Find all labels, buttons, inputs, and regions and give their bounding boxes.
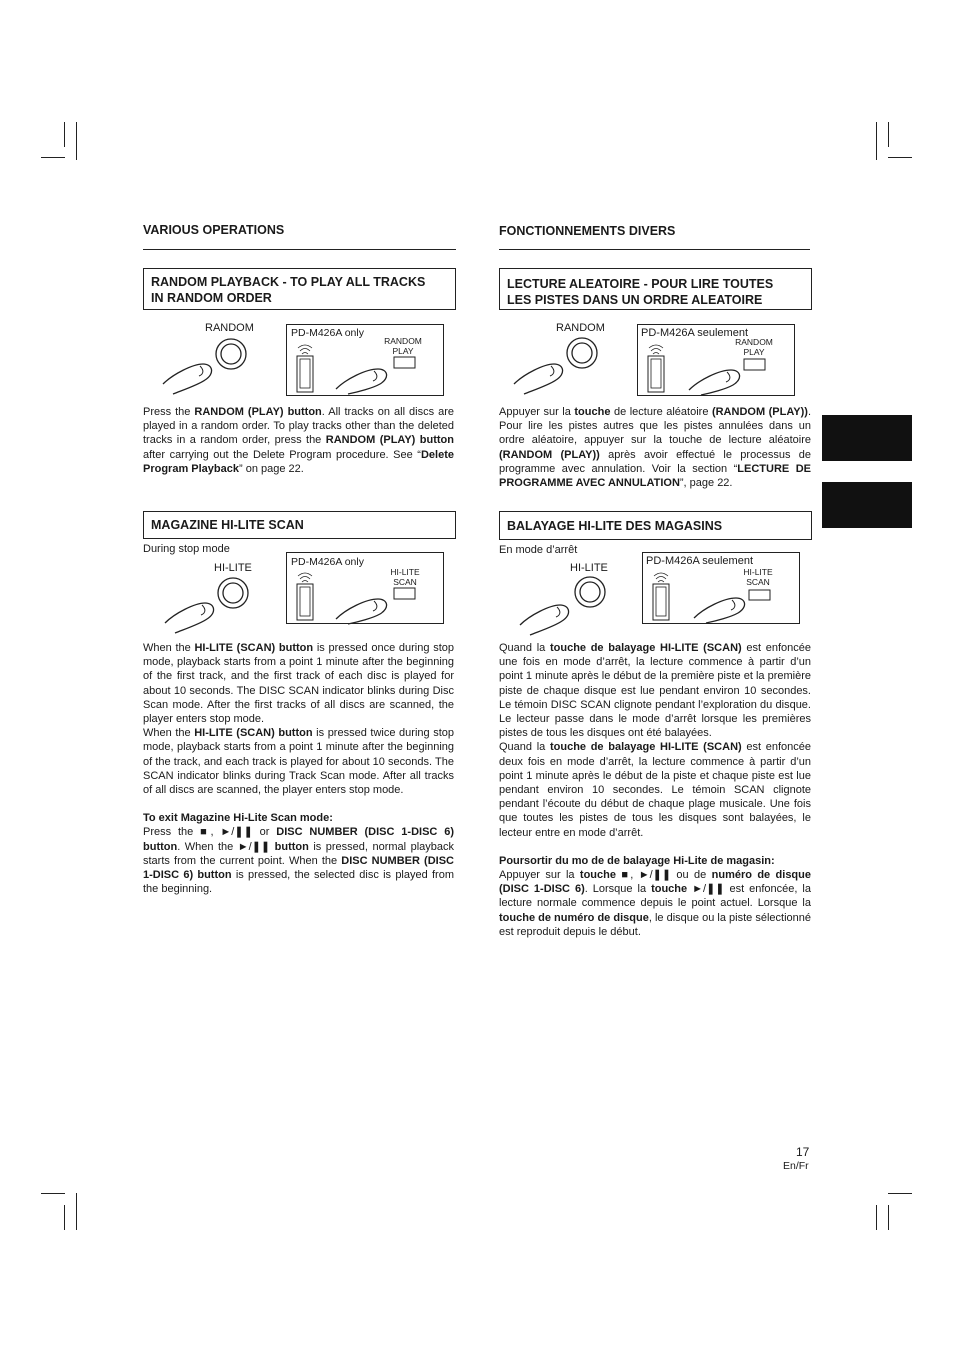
paragraph <box>143 825 454 896</box>
finger-icon <box>165 603 214 633</box>
text-run: Quand la <box>499 642 550 654</box>
crop-mark <box>876 1205 877 1230</box>
label-line: SCAN <box>393 577 417 587</box>
exit-title: Poursortir du mo de de balayage Hi-Lite de magasin: <box>499 854 775 867</box>
paragraph <box>143 811 454 825</box>
heading-line: BALAYAGE HI-LITE DES MAGASINS <box>507 519 723 533</box>
text-run: is pressed once during stop mode, playback starts from a point 1 minute after the beginning of the first track, and the first track of each disc is played for about 10 seconds. The DISC SCAN indicator blinks during Disc Scan mode. After the first tracks of all discs are scanned, the player enters stop mode. <box>143 642 454 726</box>
text-run: de lecture aléatoire <box>610 406 712 418</box>
finger-icon <box>163 364 212 394</box>
text-run: HI-LITE (SCAN) button <box>194 727 313 740</box>
crop-mark <box>888 1193 912 1194</box>
balayage-hilite-heading <box>499 511 812 540</box>
text-run: after carrying out the Delete Program procedure. See “ <box>143 448 421 461</box>
random-playback-heading <box>143 268 456 310</box>
heading-line: LES PISTES DANS UN ORDRE ALEATOIRE <box>507 293 763 307</box>
remote-signal-icon <box>298 573 312 582</box>
text-run: touche <box>574 406 611 418</box>
finger-icon <box>689 370 740 395</box>
page-number: 17 <box>796 1145 810 1159</box>
crop-mark <box>888 1205 889 1230</box>
text-run: ■, ►/❚❚ ou de <box>615 869 712 882</box>
random-play-button-icon <box>744 359 765 370</box>
text-run: ►/❚❚ est enfoncée, la lecture normale commence depuis le point actuel. Lorsque la <box>499 883 811 910</box>
text-run: . Lorsque la <box>584 883 652 896</box>
text-run: touche de balayage HI-LITE (SCAN) <box>549 642 742 654</box>
remote-signal-icon <box>649 345 663 354</box>
hilite-scan-text <box>143 641 454 896</box>
heading-line: MAGAZINE HI-LITE SCAN <box>151 518 304 532</box>
language-tab-english <box>822 415 912 461</box>
text-run: , le disque ou la piste sélectionné est reproduit depuis le début. <box>499 911 811 938</box>
text-run: . All tracks on all discs are played in a random order. To play tracks other than the deleted tracks in a random order, press the <box>143 406 454 447</box>
text-run: HI-LITE (SCAN) button <box>194 642 314 654</box>
mode-note: During stop mode <box>143 543 230 555</box>
paragraph <box>143 726 454 797</box>
random-button-label: RANDOM <box>205 322 254 334</box>
remote-body-icon <box>297 584 313 620</box>
text-run: When the <box>143 642 195 654</box>
random-play-button-icon <box>394 357 415 368</box>
text-run: When the <box>143 727 195 740</box>
magazine-hilite-scan-heading <box>143 511 456 539</box>
finger-icon <box>336 369 387 394</box>
language-code: En/Fr <box>783 1160 809 1172</box>
text-run: après avoir effectué le processus de programme avec annulation. Voir la section “ <box>499 448 811 475</box>
remote-body-icon <box>653 584 669 620</box>
exit-title: To exit Magazine Hi-Lite Scan mode: <box>143 812 333 825</box>
text-run: RANDOM (PLAY) button <box>325 434 454 447</box>
text-run: . When the ►/❚❚ <box>177 840 275 853</box>
lecture-aleatoire-text <box>499 405 811 490</box>
crop-mark <box>41 1193 65 1194</box>
label-line: HI-LITE <box>743 567 773 577</box>
finger-press-illustration <box>158 334 278 414</box>
text-run: touche de balayage HI-LITE (SCAN) <box>549 741 742 754</box>
text-run: Press the <box>143 406 195 418</box>
label-line: PLAY <box>743 347 765 357</box>
paragraph <box>499 854 811 868</box>
text-run: RANDOM (PLAY) button <box>194 406 322 418</box>
paragraph <box>499 641 811 740</box>
remote-note: PD-M426A seulement <box>641 327 748 339</box>
text-run: ” on page 22. <box>239 462 304 475</box>
finger-icon <box>514 364 563 394</box>
label-line: PLAY <box>392 346 414 356</box>
paragraph <box>143 641 454 726</box>
heading-line: LECTURE ALEATOIRE - POUR LIRE TOUTES <box>507 277 774 291</box>
text-run: Quand la <box>499 741 550 754</box>
label-line: RANDOM <box>735 337 773 347</box>
remote-body-icon <box>297 356 313 392</box>
text-run: touche <box>651 883 688 896</box>
heading-line: RANDOM PLAYBACK - TO PLAY ALL TRACKS <box>151 275 426 289</box>
finger-icon <box>336 599 387 624</box>
balayage-hilite-text <box>499 641 811 939</box>
text-run: Press the ■, ►/❚❚ or <box>143 826 277 839</box>
text-run: touche de numéro de disque <box>499 911 649 924</box>
text-run: DISC NUMBER (DISC 1-DISC 6) button <box>143 826 454 853</box>
remote-control-illustration <box>637 324 795 396</box>
text-run: is pressed twice during stop mode, playback starts from a point 1 minute after the beginning of the track, and each track is played for about 10 seconds. The SCAN indicator blinks during Track Scan mode. After all tracks of all discs are scanned, the player enters stop mode. <box>143 727 455 797</box>
mode-note: En mode d’arrêt <box>499 544 578 556</box>
text-run: est enfoncée deux fois en mode d’arrêt, la lecture commence à partir d’un point 1 minute après le début de la piste et chaque piste est lue pendant environ 10 secondes. Le témoin SCAN clignote pendant l’écoute du début de chaque plage musicale. Une fois que toutes les pistes de tous les disques sont balayées, le lecteur entre en mode d’arrêt. <box>499 741 811 839</box>
crop-mark <box>76 122 77 160</box>
text-run: Appuyer sur la <box>499 406 575 418</box>
text-run: DISC NUMBER (DISC 1-DISC 6) button <box>143 854 455 882</box>
hilite-button-label: HI-LITE <box>570 562 608 574</box>
text-run: button <box>274 840 309 853</box>
remote-signal-icon <box>298 345 312 354</box>
text-run: ”, page 22. <box>679 477 733 490</box>
text-run: . Pour lire les pistes autres que les pistes annulées dans un ordre aléatoire, appuyer sur la touche de lecture aléatoire <box>499 406 812 447</box>
text-run: Delete Program Playback <box>143 448 454 475</box>
finger-icon <box>694 598 745 623</box>
remote-signal-icon <box>654 573 668 582</box>
remote-note: PD-M426A only <box>291 556 364 568</box>
crop-mark <box>876 122 877 160</box>
text-run: touche <box>579 869 616 882</box>
crop-mark <box>76 1193 77 1230</box>
finger-press-illustration <box>510 334 630 414</box>
text-run: (RANDOM (PLAY)) <box>711 406 808 418</box>
label-line: RANDOM <box>384 336 422 346</box>
finger-icon <box>520 605 569 635</box>
text-run: numéro de disque (DISC 1-DISC 6) <box>499 869 811 896</box>
remote-note: PD-M426A only <box>291 327 364 339</box>
section-title-various-operations: VARIOUS OPERATIONS <box>143 223 285 237</box>
label-line: SCAN <box>746 577 770 587</box>
heading-line: IN RANDOM ORDER <box>151 291 272 305</box>
paragraph <box>499 740 811 839</box>
label-line: HI-LITE <box>390 567 420 577</box>
remote-control-illustration <box>286 552 444 624</box>
remote-control-illustration <box>286 324 444 396</box>
remote-note: PD-M426A seulement <box>646 555 753 567</box>
crop-mark <box>64 1205 65 1230</box>
crop-mark <box>41 157 65 158</box>
crop-mark <box>888 157 912 158</box>
lecture-aleatoire-heading <box>499 268 812 310</box>
text-run: (RANDOM (PLAY)) <box>499 448 600 461</box>
language-tab-french <box>822 482 912 528</box>
paragraph <box>499 868 811 939</box>
section-rule <box>143 249 456 250</box>
remote-body-icon <box>648 356 664 392</box>
section-title-fonctionnements-divers: FONCTIONNEMENTS DIVERS <box>499 224 676 238</box>
text-run: Appuyer sur la <box>499 869 580 882</box>
crop-mark <box>888 122 889 147</box>
hilite-scan-button-icon <box>749 590 770 600</box>
text-run: LECTURE DE PROGRAMME AVEC ANNULATION <box>499 462 811 490</box>
random-playback-text <box>143 405 454 476</box>
hilite-scan-button-icon <box>394 588 415 599</box>
section-rule <box>499 249 810 250</box>
random-button-label: RANDOM <box>556 322 605 334</box>
text-run: is pressed, the selected disc is played from the beginning. <box>143 869 454 896</box>
remote-control-illustration <box>642 552 800 624</box>
crop-mark <box>64 122 65 147</box>
text-run: is pressed, normal playback starts from the current point. When the <box>143 840 454 867</box>
hilite-button-label: HI-LITE <box>214 562 252 574</box>
text-run: est enfoncée une fois en mode d’arrêt, la lecture commence à partir d’un point 1 minute après le début de la première piste et la première piste de chaque disque est lue pendant environ 10 secondes. Le témoin DISC SCAN clignote pendant l’exploration du disque. Le lecteur passe dans le mode d’arrêt lorsque les premières pistes de tous les disques ont été balayées. <box>499 642 811 740</box>
